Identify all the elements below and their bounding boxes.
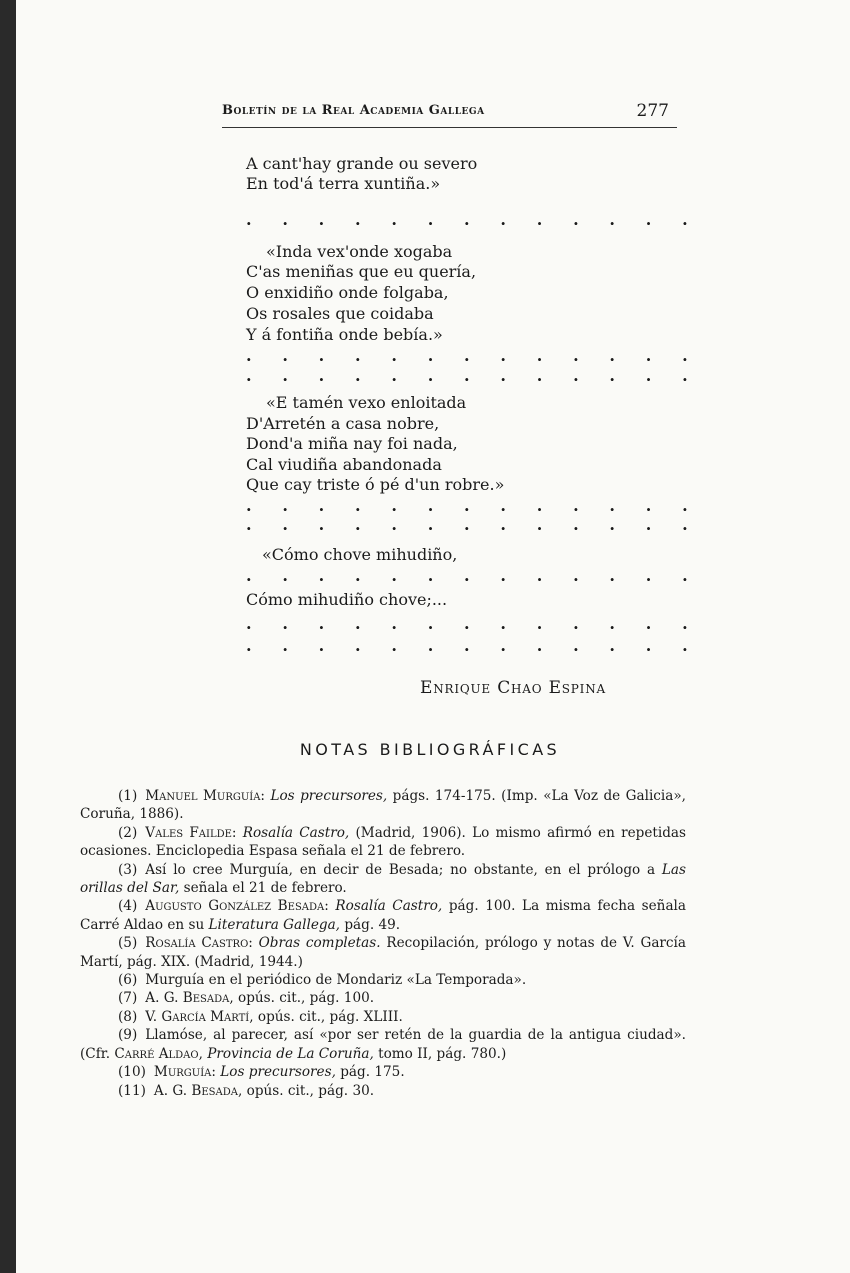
verse-line: Os rosales que coidaba bbox=[246, 304, 434, 323]
ellipsis-row: . . . . . . . . . . . . . bbox=[246, 636, 701, 655]
verse-line: Y á fontiña onde bebía.» bbox=[246, 325, 443, 344]
ellipsis-row: . . . . . . . . . . . . . bbox=[246, 210, 701, 229]
notes-heading: NOTAS BIBLIOGRÁFICAS bbox=[299, 740, 561, 759]
verse-line: En tod'á terra xuntiña.» bbox=[246, 174, 441, 193]
note-item: (7) A. G. Besada, opús. cit., pág. 100. bbox=[118, 990, 375, 1007]
book-spine-edge bbox=[0, 0, 16, 1273]
page-header bbox=[222, 101, 677, 128]
note-item: (2) Vales Failde: Rosalía Castro, (Madrid, 1906). Lo mismo afirmó en repetidas ocasiones. Enciclopedia Espasa señala el 21 de febrero. bbox=[80, 824, 686, 860]
ellipsis-row: . . . . . . . . . . . . . bbox=[246, 346, 701, 365]
verse-line: «Inda vex'onde xogaba bbox=[266, 242, 453, 261]
ellipsis-row: . . . . . . . . . . . . . bbox=[246, 366, 701, 385]
note-item: (3) Así lo cree Murguía, en decir de Besada; no obstante, en el prólogo a Las orillas del Sar, señala el 21 de febrero. bbox=[80, 861, 686, 897]
verse-line: D'Arretén a casa nobre, bbox=[246, 414, 440, 433]
verse-line: Dond'a miña nay foi nada, bbox=[246, 434, 458, 453]
author-signature: Enrique Chao Espina bbox=[420, 678, 606, 698]
verse-line: Cómo mihudiño chove;... bbox=[246, 590, 448, 609]
note-item: (11) A. G. Besada, opús. cit., pág. 30. bbox=[118, 1082, 375, 1099]
verse-line: Que cay triste ó pé d'un robre.» bbox=[246, 475, 505, 494]
verse-line: A cant'hay grande ou severo bbox=[246, 154, 478, 173]
ellipsis-row: . . . . . . . . . . . . . bbox=[246, 515, 701, 534]
ellipsis-row: . . . . . . . . . . . . . bbox=[246, 566, 701, 585]
verse-line: O enxidiño onde folgaba, bbox=[246, 283, 449, 302]
verse-line: «E tamén vexo enloitada bbox=[266, 393, 467, 412]
note-item: (6) Murguía en el periódico de Mondariz «La Temporada». bbox=[118, 972, 527, 989]
note-item: (10) Murguía: Los precursores, pág. 175. bbox=[118, 1064, 405, 1081]
bibliographic-notes bbox=[80, 787, 686, 1100]
ellipsis-row: . . . . . . . . . . . . . bbox=[246, 496, 701, 515]
ellipsis-row: . . . . . . . . . . . . . bbox=[246, 614, 701, 633]
verse-line: «Cómo chove mihudiño, bbox=[262, 545, 458, 564]
note-item: (8) V. García Martí, opús. cit., pág. XLIII. bbox=[118, 1008, 403, 1025]
note-item: (9) Llamóse, al parecer, así «por ser retén de la guardia de la antigua ciudad». (Cfr. Carré Aldao, Provincia de La Coruña, tomo II, pág. 780.) bbox=[80, 1027, 686, 1062]
page-number: 277 bbox=[636, 101, 669, 121]
verse-line: C'as meniñas que eu quería, bbox=[246, 262, 477, 281]
note-item: (1) Manuel Murguía: Los precursores, págs. 174-175. (Imp. «La Voz de Galicia», Coruña, 1886). bbox=[80, 788, 687, 823]
note-item: (4) Augusto González Besada: Rosalía Castro, pág. 100. La misma fecha señala Carré Aldao en su Literatura Gallega, pág. 49. bbox=[80, 898, 686, 933]
verse-line: Cal viudiña abandonada bbox=[246, 455, 442, 474]
running-title: Boletín de la Real Academia Gallega bbox=[222, 103, 485, 118]
note-item: (5) Rosalía Castro: Obras completas. Recopilación, prólogo y notas de V. García Martí, pág. XIX. (Madrid, 1944.) bbox=[80, 935, 686, 970]
